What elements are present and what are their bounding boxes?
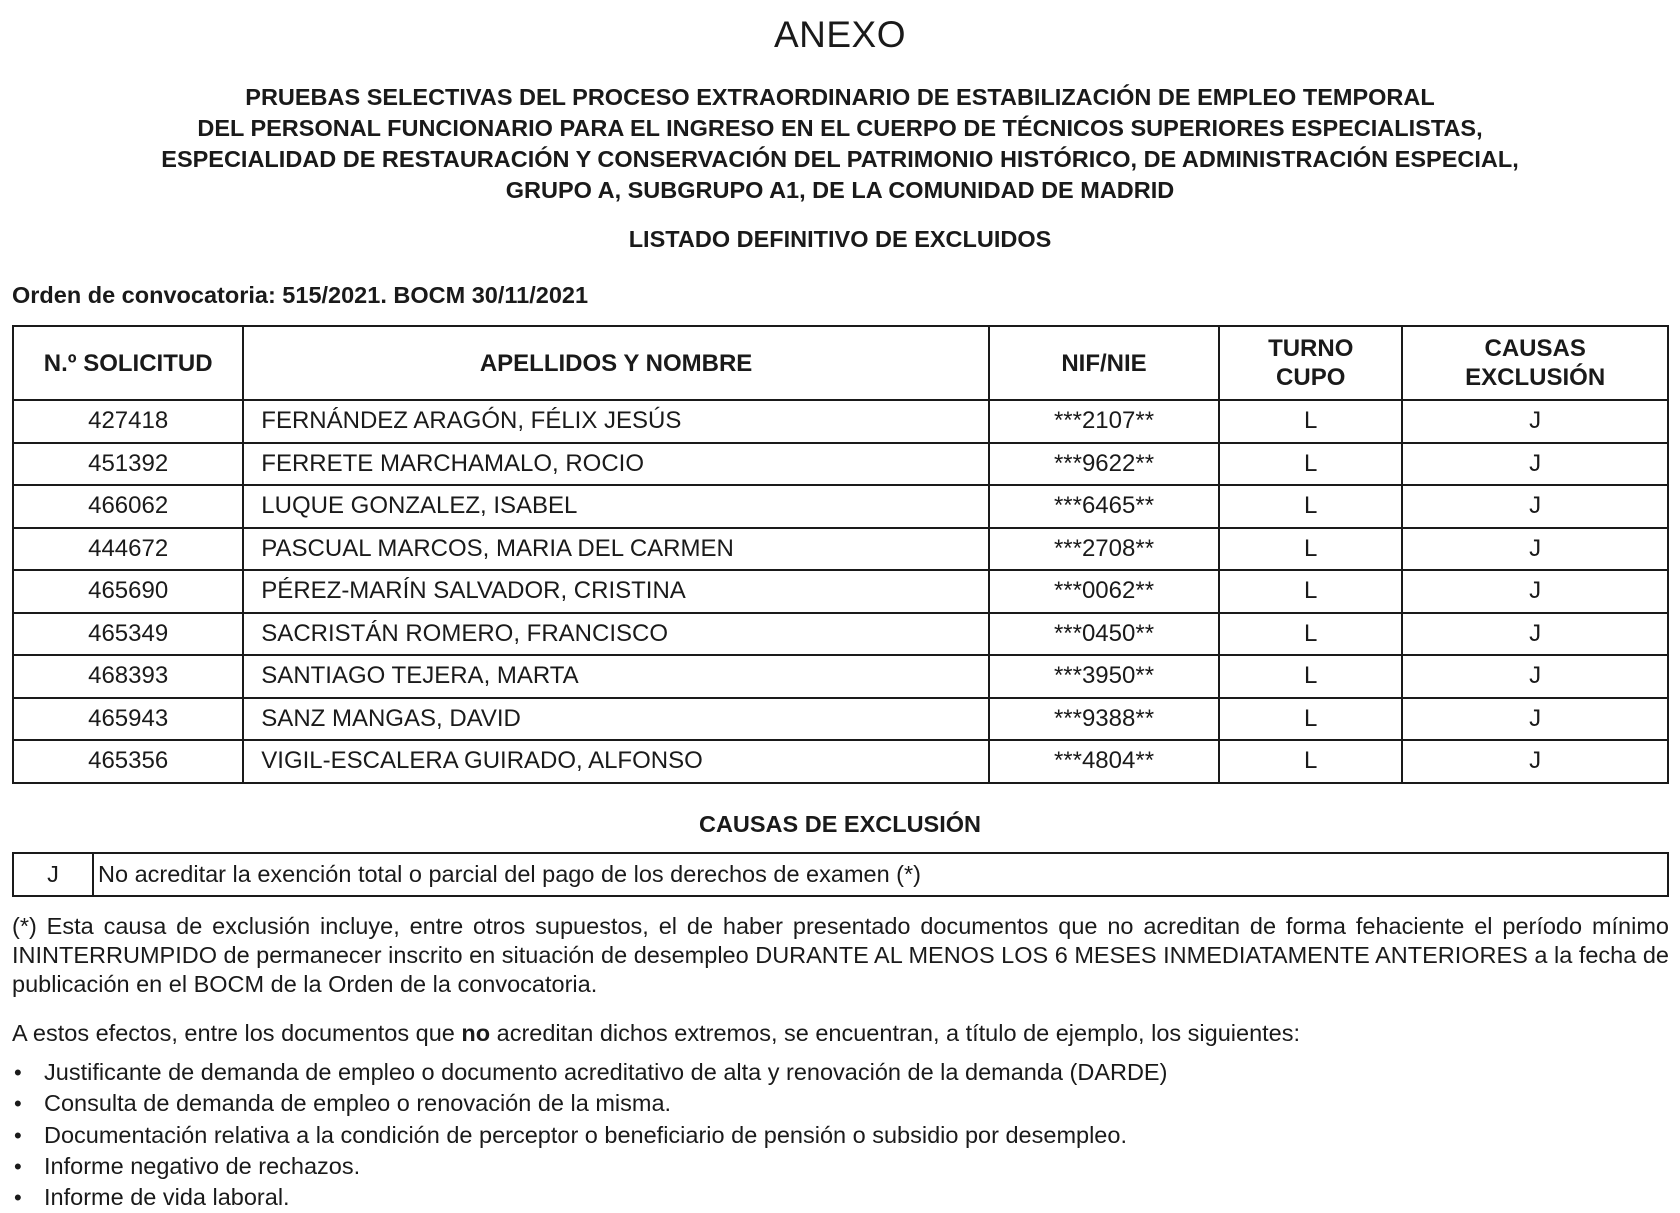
header-turno (1219, 326, 1402, 400)
header-turno-line1: TURNO (1268, 335, 1354, 362)
cell-causa: J (1402, 528, 1668, 571)
list-item-text: Consulta de demanda de empleo o renovación de la misma. (44, 1090, 672, 1117)
cell-nif: ***6465** (989, 485, 1219, 528)
header-causas-line2: EXCLUSIÓN (1465, 364, 1606, 391)
cell-nif: ***9388** (989, 698, 1219, 741)
bullet-icon: • (14, 1122, 22, 1148)
cell-nombre: VIGIL-ESCALERA GUIRADO, ALFONSO (243, 740, 989, 783)
cell-nif: ***4804** (989, 740, 1219, 783)
cell-nif: ***3950** (989, 655, 1219, 698)
cell-turno: L (1219, 613, 1402, 656)
excluded-table (12, 325, 1669, 784)
cell-nombre: SANTIAGO TEJERA, MARTA (243, 655, 989, 698)
table-header-row (13, 326, 1668, 400)
cell-solicitud: 465349 (13, 613, 243, 656)
cell-causa: J (1402, 570, 1668, 613)
header-nif: NIF/NIE (989, 326, 1219, 400)
list-item (12, 1182, 1167, 1213)
header-turno-line2: CUPO (1276, 364, 1346, 391)
cell-nombre: FERNÁNDEZ ARAGÓN, FÉLIX JESÚS (243, 400, 989, 443)
cell-nombre: PÉREZ-MARÍN SALVADOR, CRISTINA (243, 570, 989, 613)
cell-solicitud: 468393 (13, 655, 243, 698)
bullet-icon: • (14, 1185, 22, 1211)
list-item (12, 1057, 1167, 1088)
cell-solicitud: 465943 (13, 698, 243, 741)
cell-turno: L (1219, 528, 1402, 571)
list-item (12, 1120, 1167, 1151)
anexo-title: ANEXO (773, 14, 907, 55)
cell-causa: J (1402, 613, 1668, 656)
cell-solicitud: 465356 (13, 740, 243, 783)
cell-turno: L (1219, 485, 1402, 528)
cell-causa: J (1402, 698, 1668, 741)
header-causas (1402, 326, 1668, 400)
documents-list (12, 1057, 1167, 1213)
document-heading (0, 82, 1680, 206)
causes-title: CAUSAS DE EXCLUSIÓN (698, 811, 982, 837)
heading-line: ESPECIALIDAD DE RESTAURACIÓN Y CONSERVACIÓN DEL PATRIMONIO HISTÓRICO, DE ADMINISTRACIÓN ESPECIAL, (161, 146, 1519, 172)
effects-paragraph (12, 1020, 1669, 1047)
heading-line: GRUPO A, SUBGRUPO A1, DE LA COMUNIDAD DE MADRID (505, 177, 1175, 203)
cell-nif: ***9622** (989, 443, 1219, 486)
header-causas-line1: CAUSAS (1484, 335, 1586, 362)
cell-solicitud: 444672 (13, 528, 243, 571)
effects-text-after: acreditan dichos extremos, se encuentran, a título de ejemplo, los siguientes: (490, 1020, 1301, 1046)
cell-nif: ***0450** (989, 613, 1219, 656)
cell-nombre: FERRETE MARCHAMALO, ROCIO (243, 443, 989, 486)
orden-convocatoria: Orden de convocatoria: 515/2021. BOCM 30/11/2021 (12, 282, 589, 308)
table-row (13, 528, 1668, 571)
table-row (13, 655, 1668, 698)
cell-solicitud: 427418 (13, 400, 243, 443)
table-row (13, 485, 1668, 528)
cell-causa: J (1402, 485, 1668, 528)
list-item-text: Documentación relativa a la condición de perceptor o beneficiario de pensión o subsidio por desempleo. (44, 1121, 1127, 1148)
table-row (13, 570, 1668, 613)
list-item-text: Justificante de demanda de empleo o documento acreditativo de alta y renovación de la demanda (DARDE) (44, 1059, 1168, 1085)
cell-turno: L (1219, 570, 1402, 613)
cell-nif: ***2107** (989, 400, 1219, 443)
effects-text-bold: no (461, 1020, 491, 1046)
cell-turno: L (1219, 655, 1402, 698)
table-row (13, 443, 1668, 486)
cell-nombre: SANZ MANGAS, DAVID (243, 698, 989, 741)
cell-turno: L (1219, 740, 1402, 783)
cell-nif: ***0062** (989, 570, 1219, 613)
cause-description: No acreditar la exención total o parcial del pago de los derechos de examen (*) (93, 853, 1668, 896)
effects-text-before: A estos efectos, entre los documentos que (12, 1020, 462, 1046)
cell-nombre: LUQUE GONZALEZ, ISABEL (243, 485, 989, 528)
header-solicitud: N.º SOLICITUD (13, 326, 243, 400)
cell-causa: J (1402, 400, 1668, 443)
cell-turno: L (1219, 443, 1402, 486)
list-item (12, 1151, 1167, 1182)
list-item-text: Informe negativo de rechazos. (44, 1152, 361, 1179)
table-row (13, 698, 1668, 741)
cause-code: J (13, 853, 93, 896)
cell-nombre: PASCUAL MARCOS, MARIA DEL CARMEN (243, 528, 989, 571)
bullet-icon: • (14, 1153, 22, 1179)
causes-table (12, 852, 1669, 897)
bullet-icon: • (14, 1060, 22, 1085)
cell-turno: L (1219, 400, 1402, 443)
cell-solicitud: 466062 (13, 485, 243, 528)
list-item (12, 1088, 1167, 1119)
cell-causa: J (1402, 443, 1668, 486)
cell-causa: J (1402, 655, 1668, 698)
heading-line: PRUEBAS SELECTIVAS DEL PROCESO EXTRAORDINARIO DE ESTABILIZACIÓN DE EMPLEO TEMPORAL (245, 84, 1435, 110)
listado-title: LISTADO DEFINITIVO DE EXCLUIDOS (628, 226, 1052, 252)
cell-solicitud: 465690 (13, 570, 243, 613)
footnote-paragraph: (*) Esta causa de exclusión incluye, entre otros supuestos, el de haber presentado documentos que no acreditan de forma fehaciente el período mínimo ININTERRUMPIDO de permanecer inscrito en situación de desempleo DURANTE AL MENOS LOS 6 MESES INMEDIATAMENTE ANTERIORES a la fecha de publicación en el BOCM de la Orden de la convocatoria. (12, 913, 1669, 997)
cell-turno: L (1219, 698, 1402, 741)
table-row (13, 400, 1668, 443)
table-row (13, 613, 1668, 656)
table-row (13, 740, 1668, 783)
cell-causa: J (1402, 740, 1668, 783)
cause-row (13, 853, 1668, 896)
list-item-text: Informe de vida laboral. (44, 1184, 290, 1211)
bullet-icon: • (14, 1091, 22, 1117)
heading-line: DEL PERSONAL FUNCIONARIO PARA EL INGRESO EN EL CUERPO DE TÉCNICOS SUPERIORES ESPECIALISTAS, (197, 115, 1483, 141)
cell-nif: ***2708** (989, 528, 1219, 571)
cell-solicitud: 451392 (13, 443, 243, 486)
cell-nombre: SACRISTÁN ROMERO, FRANCISCO (243, 613, 989, 656)
header-nombre: APELLIDOS Y NOMBRE (243, 326, 989, 400)
